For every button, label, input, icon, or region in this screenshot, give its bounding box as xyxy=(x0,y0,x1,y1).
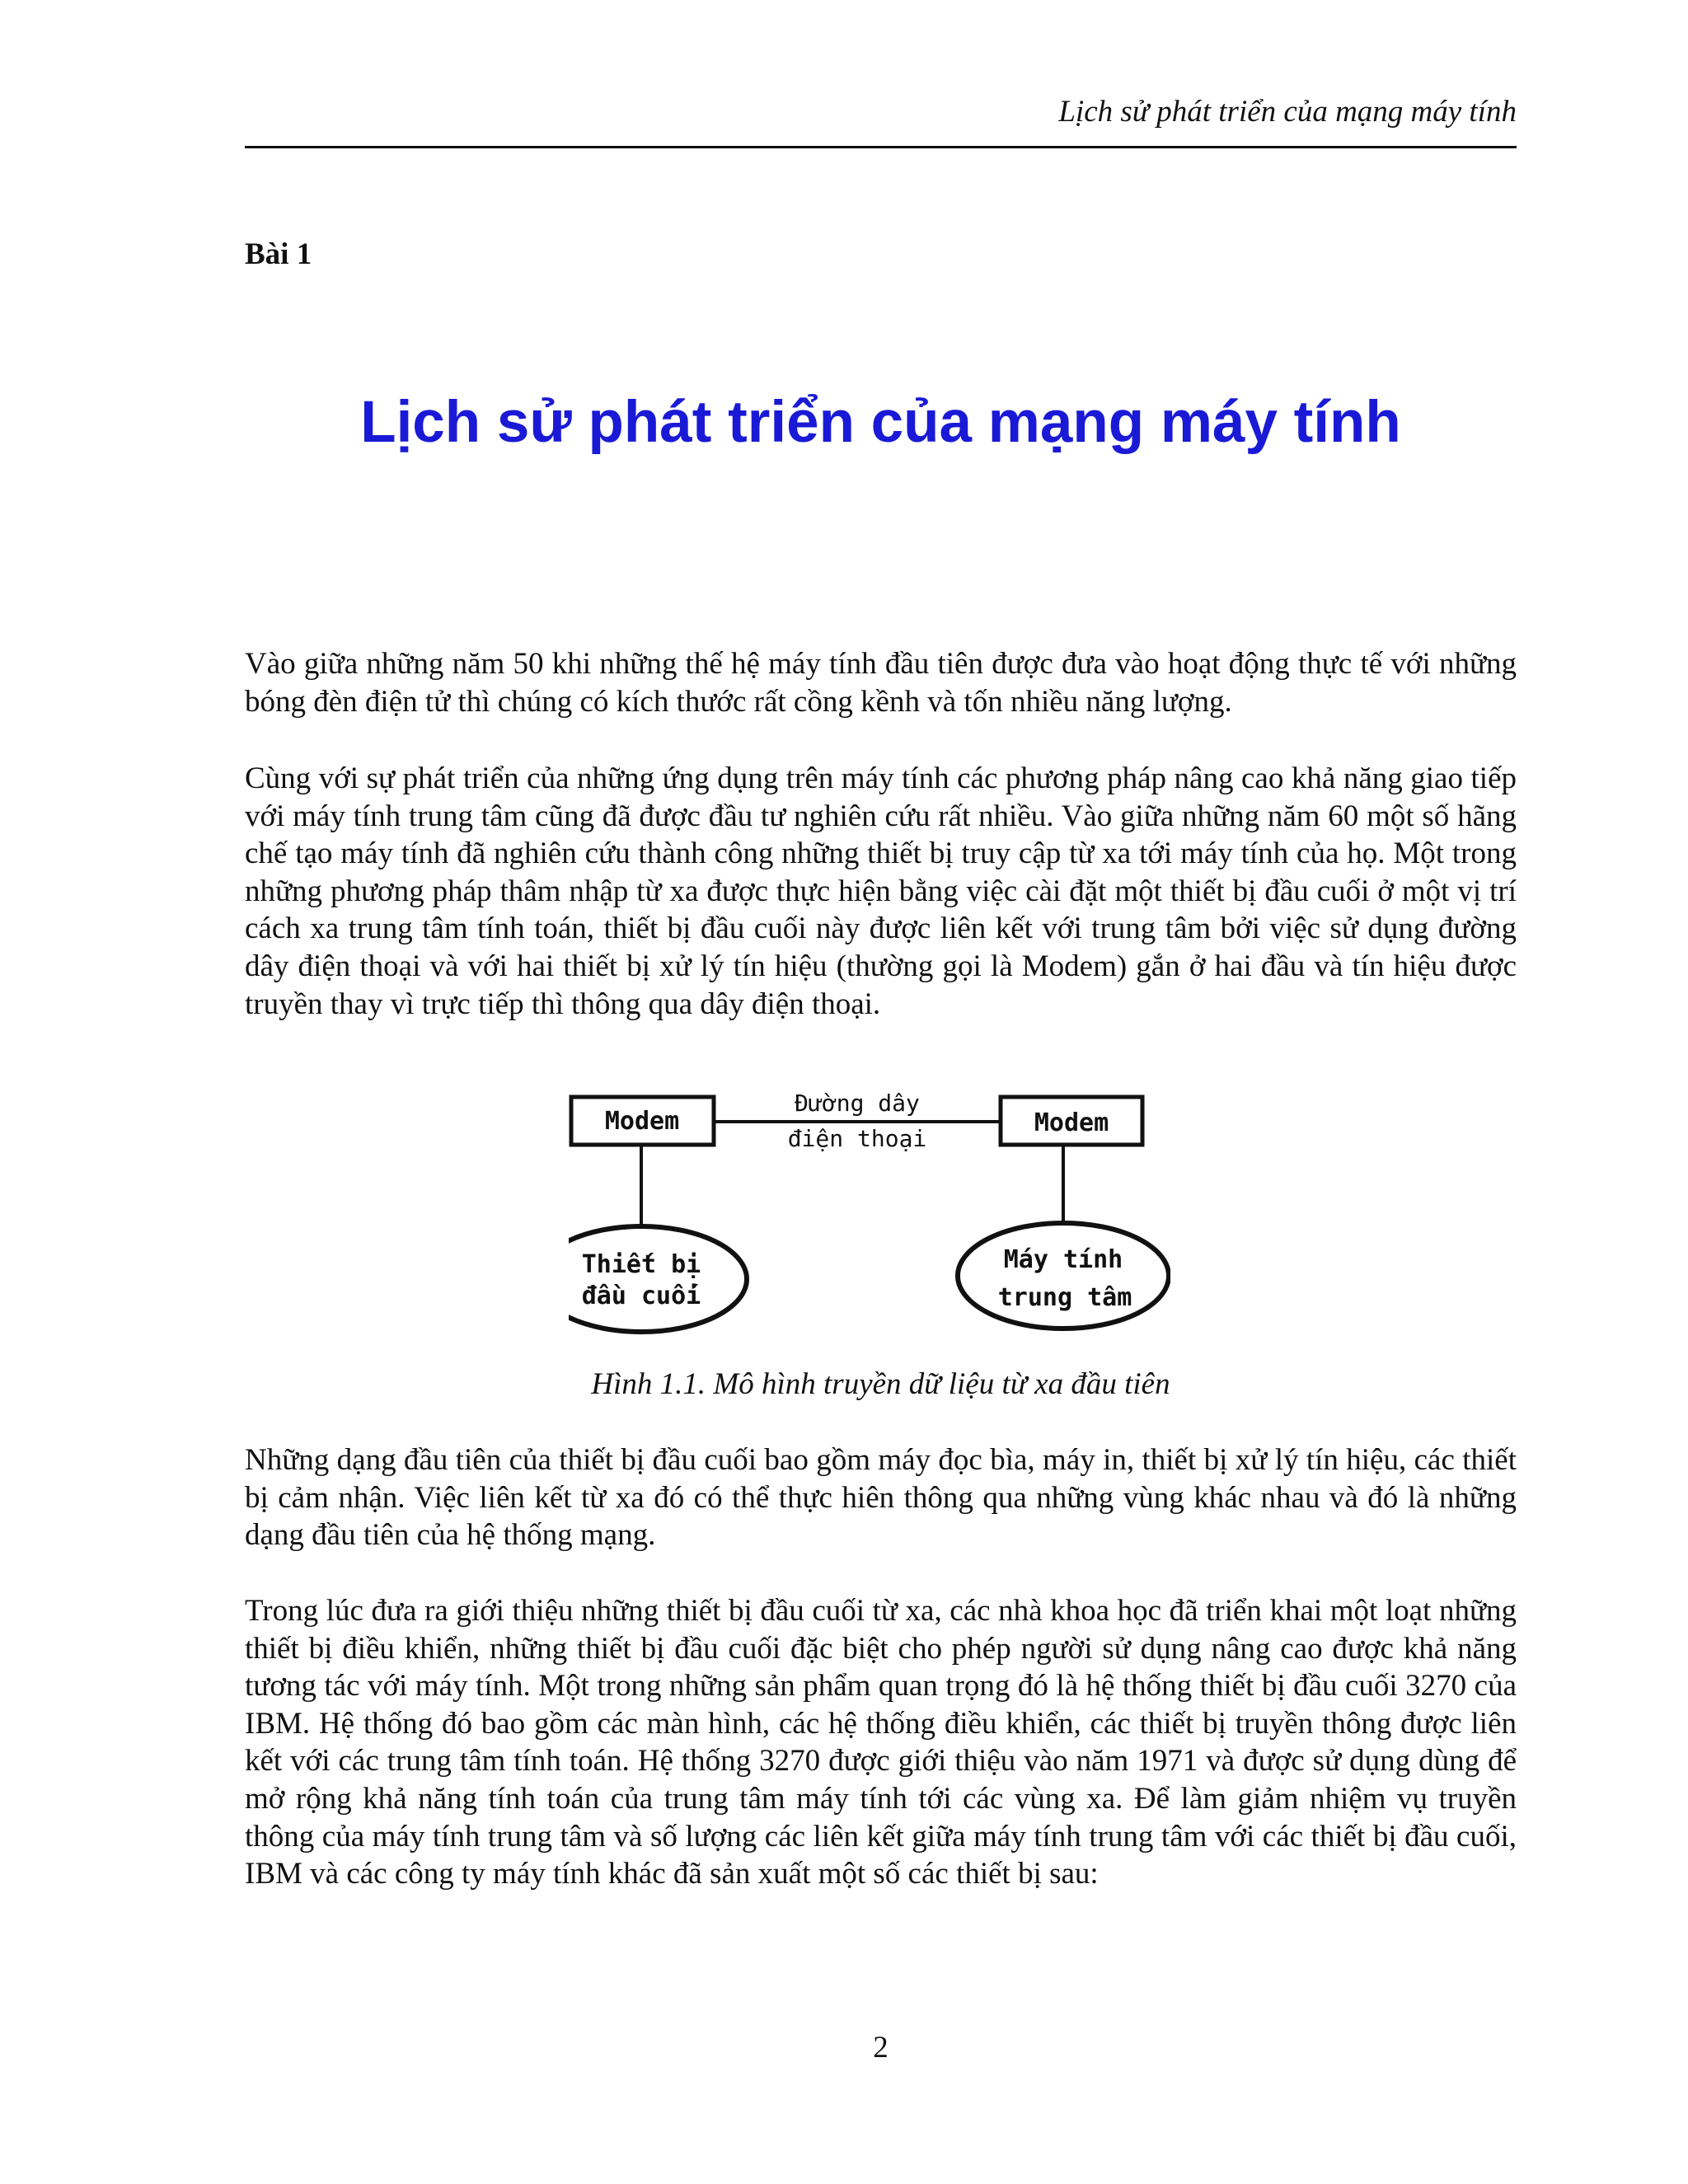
figure-caption: Hình 1.1. Mô hình truyền dữ liệu từ xa đầu tiên xyxy=(591,1367,1170,1401)
link-label-line1: Đường dây xyxy=(795,1090,920,1117)
figure-diagram xyxy=(569,1085,1170,1340)
lesson-label: Bài 1 xyxy=(245,237,312,271)
header-rule xyxy=(245,146,1517,148)
link-label-line2: điện thoại xyxy=(787,1125,927,1152)
mainframe-node-line2: trung tâm xyxy=(997,1283,1132,1312)
terminal-node-line1: Thiết bị xyxy=(581,1250,701,1279)
terminal-node xyxy=(569,1226,747,1332)
modem-diagram xyxy=(569,1085,1170,1340)
mainframe-node xyxy=(958,1223,1169,1329)
terminal-node-line2: đầu cuối xyxy=(581,1282,701,1310)
paragraph: Vào giữa những năm 50 khi những thế hệ máy tính đầu tiên được đưa vào hoạt động thực tế với những bóng đèn điện tử thì chúng có kích thước rất cồng kềnh và tốn nhiều năng lượng. xyxy=(245,647,1517,719)
page-number: 2 xyxy=(873,2031,889,2064)
paragraph: Cùng với sự phát triển của những ứng dụng trên máy tính các phương pháp nâng cao khả năng giao tiếp với máy tính trung tâm cũng đã được đầu tư nghiên cứu rất nhiều. Vào giữa những năm 60 một số hãng chế tạo máy tính đã nghiên cứu thành công những thiết bị truy cập từ xa tới máy tính của họ. Một trong những phương pháp thâm nhập từ xa được thực hiện bằng việc cài đặt một thiết bị đầu cuối ở một vị trí cách xa trung tâm tính toán, thiết bị đầu cuối này được liên kết với trung tâm bởi việc sử dụng đường dây điện thoại và với hai thiết bị xử lý tín hiệu (thường gọi là Modem) gắn ở hai đầu và tín hiệu được truyền thay vì trực tiếp thì thông qua dây điện thoại. xyxy=(245,762,1517,1021)
right-modem-label: Modem xyxy=(1034,1108,1109,1137)
paragraph: Trong lúc đưa ra giới thiệu những thiết bị đầu cuối từ xa, các nhà khoa học đã triển khai một loạt những thiết bị điều khiển, những thiết bị đầu cuối đặc biệt cho phép người sử dụng nâng cao được khả năng tương tác với máy tính. Một trong những sản phẩm quan trọng đó là hệ thống thiết bị đầu cuối 3270 của IBM. Hệ thống đó bao gồm các màn hình, các hệ thống điều khiển, các thiết bị truyền thông được liên kết với các trung tâm tính toán. Hệ thống 3270 được giới thiệu vào năm 1971 và được sử dụng dùng để mở rộng khả năng tính toán của trung tâm máy tính tới các vùng xa. Để làm giảm nhiệm vụ truyền thông của máy tính trung tâm và số lượng các liên kết giữa máy tính trung tâm với các thiết bị đầu cuối, IBM và các công ty máy tính khác đã sản xuất một số các thiết bị sau: xyxy=(245,1594,1517,1891)
mainframe-node-line1: Máy tính xyxy=(1003,1245,1123,1274)
running-header: Lịch sử phát triển của mạng máy tính xyxy=(1058,95,1517,129)
paragraph: Những dạng đầu tiên của thiết bị đầu cuối bao gồm máy đọc bìa, máy in, thiết bị xử lý tín hiệu, các thiết bị cảm nhận. Việc liên kết từ xa đó có thể thực hiên thông qua những vùng khác nhau và đó là những dạng đầu tiên của hệ thống mạng. xyxy=(245,1443,1517,1553)
chapter-title: Lịch sử phát triển của mạng máy tính xyxy=(360,390,1401,455)
left-modem-label: Modem xyxy=(604,1107,680,1136)
